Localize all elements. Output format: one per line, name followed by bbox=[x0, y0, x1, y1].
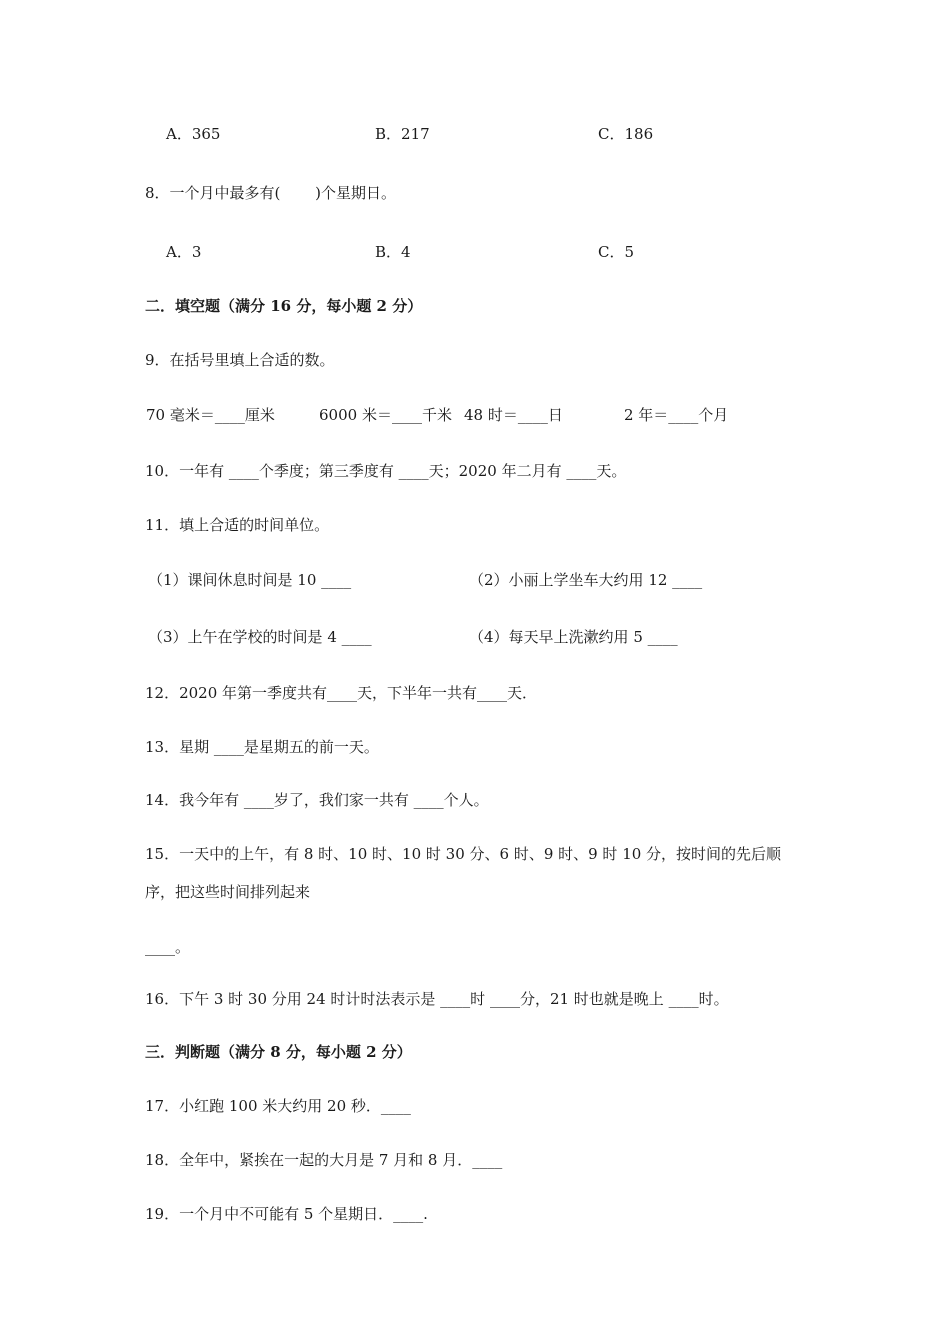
question-17: 17．小红跑 100 米大约用 20 秒．____ bbox=[145, 1097, 411, 1115]
q8-option-b: B．4 bbox=[375, 243, 411, 261]
section-3-title: 三．判断题（满分 8 分，每小题 2 分） bbox=[145, 1043, 412, 1061]
q9-item-3: 48 时＝____日 bbox=[464, 406, 563, 424]
q11-item-4: （4）每天早上洗漱约用 5 ____ bbox=[469, 628, 678, 646]
question-12: 12．2020 年第一季度共有____天，下半年一共有____天． bbox=[145, 684, 538, 702]
q9-item-1: 70 毫米＝____厘米 bbox=[146, 406, 275, 424]
question-18: 18．全年中，紧挨在一起的大月是 7 月和 8 月．____ bbox=[145, 1151, 503, 1169]
q8-option-a: A．3 bbox=[166, 243, 202, 261]
question-14: 14．我今年有 ____岁了，我们家一共有 ____个人。 bbox=[145, 791, 489, 809]
question-13: 13．星期 ____是星期五的前一天。 bbox=[145, 738, 379, 756]
q9-item-2: 6000 米＝____千米 bbox=[319, 406, 452, 424]
q7-option-c: C．186 bbox=[598, 125, 654, 143]
q11-item-1: （1）课间休息时间是 10 ____ bbox=[148, 571, 352, 589]
question-8: 8．一个月中最多有( )个星期日。 bbox=[145, 184, 397, 202]
question-15-line-1: 15．一天中的上午，有 8 时、10 时、10 时 30 分、6 时、9 时、9 时 10 分，按时间的先后顺 bbox=[145, 845, 782, 863]
question-16: 16．下午 3 时 30 分用 24 时计时法表示是 ____时 ____分，21 时也就是晚上 ____时。 bbox=[145, 990, 729, 1008]
question-10: 10．一年有 ____个季度；第三季度有 ____天；2020 年二月有 ____天。 bbox=[145, 462, 627, 480]
question-19: 19．一个月中不可能有 5 个星期日．____. bbox=[145, 1205, 428, 1223]
question-9: 9．在括号里填上合适的数。 bbox=[145, 351, 335, 369]
q7-option-b: B．217 bbox=[375, 125, 430, 143]
q7-option-a: A．365 bbox=[166, 125, 221, 143]
q11-item-2: （2）小丽上学坐车大约用 12 ____ bbox=[469, 571, 703, 589]
section-2-title: 二．填空题（满分 16 分，每小题 2 分） bbox=[145, 297, 423, 315]
q8-option-c: C．5 bbox=[598, 243, 635, 261]
q11-item-3: （3）上午在学校的时间是 4 ____ bbox=[148, 628, 372, 646]
question-15-answer-blank: ____。 bbox=[145, 938, 191, 956]
question-11: 11．填上合适的时间单位。 bbox=[145, 516, 330, 534]
q9-item-4: 2 年＝____个月 bbox=[624, 406, 729, 424]
question-15-line-2: 序，把这些时间排列起来 bbox=[145, 883, 311, 901]
